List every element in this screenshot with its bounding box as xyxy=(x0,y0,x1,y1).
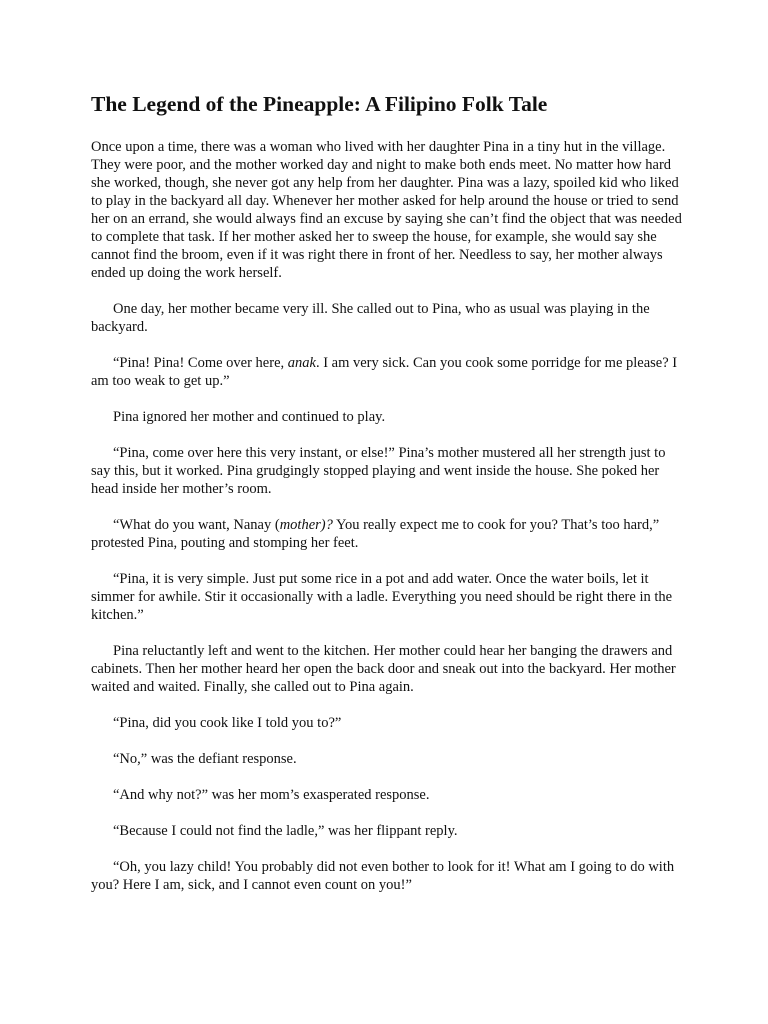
paragraph: One day, her mother became very ill. She called out to Pina, who as usual was playing in the backyard. xyxy=(91,300,650,335)
paragraph: “Because I could not find the ladle,” was her flippant reply. xyxy=(113,822,458,839)
italic-word: anak xyxy=(287,354,316,371)
paragraph: “Pina, did you cook like I told you to?” xyxy=(113,714,342,731)
document-page xyxy=(91,92,683,912)
paragraph-dialogue xyxy=(91,516,683,552)
paragraph-text: . I am very sick. Can you cook some porridge for me please? I am too weak to get up.” xyxy=(91,354,678,389)
story-title: The Legend of the Pineapple: A Filipino Folk Tale xyxy=(91,92,548,116)
paragraph-text: You really expect me to cook for you? That’s too hard,” protested Pina, pouting and stomping her feet. xyxy=(91,516,660,551)
paragraph: “Pina, it is very simple. Just put some rice in a pot and add water. Once the water boils, let it simmer for awhile. Stir it occasionally with a ladle. Everything you need should be right there in the kitchen.” xyxy=(91,570,673,623)
paragraph: “No,” was the defiant response. xyxy=(113,750,297,767)
paragraph: Pina ignored her mother and continued to play. xyxy=(113,408,386,425)
paragraph-text: “Pina! Pina! Come over here, xyxy=(113,354,288,371)
paragraph: “Pina, come over here this very instant, or else!” Pina’s mother mustered all her strength just to say this, but it worked. Pina grudgingly stopped playing and went inside the house. She poked her head inside her mother’s room. xyxy=(91,444,666,497)
paragraph-dialogue xyxy=(91,354,683,390)
paragraph-intro: Once upon a time, there was a woman who lived with her daughter Pina in a tiny hut in the village. They were poor, and the mother worked day and night to make both ends meet. No matter how hard she worked, though, she never got any help from her daughter. Pina was a lazy, spoiled kid who liked to play in the backyard all day. Whenever her mother asked for help around the house or tried to send her on an errand, she would always find an excuse by saying she can’t find the object that was needed to complete that task. If her mother asked her to sweep the house, for example, she would say she cannot find the broom, even if it was right there in front of her. Needless to say, her mother always ended up doing the work herself. xyxy=(91,138,682,281)
paragraph: “Oh, you lazy child! You probably did not even bother to look for it! What am I going to do with you? Here I am, sick, and I cannot even count on you!” xyxy=(91,858,675,893)
paragraph-text: “What do you want, Nanay ( xyxy=(113,516,280,533)
italic-word: mother)? xyxy=(279,516,333,533)
paragraph: “And why not?” was her mom’s exasperated response. xyxy=(113,786,430,803)
paragraph: Pina reluctantly left and went to the kitchen. Her mother could hear her banging the drawers and cabinets. Then her mother heard her open the back door and sneak out into the backyard. Her mother waited and waited. Finally, she called out to Pina again. xyxy=(91,642,676,695)
